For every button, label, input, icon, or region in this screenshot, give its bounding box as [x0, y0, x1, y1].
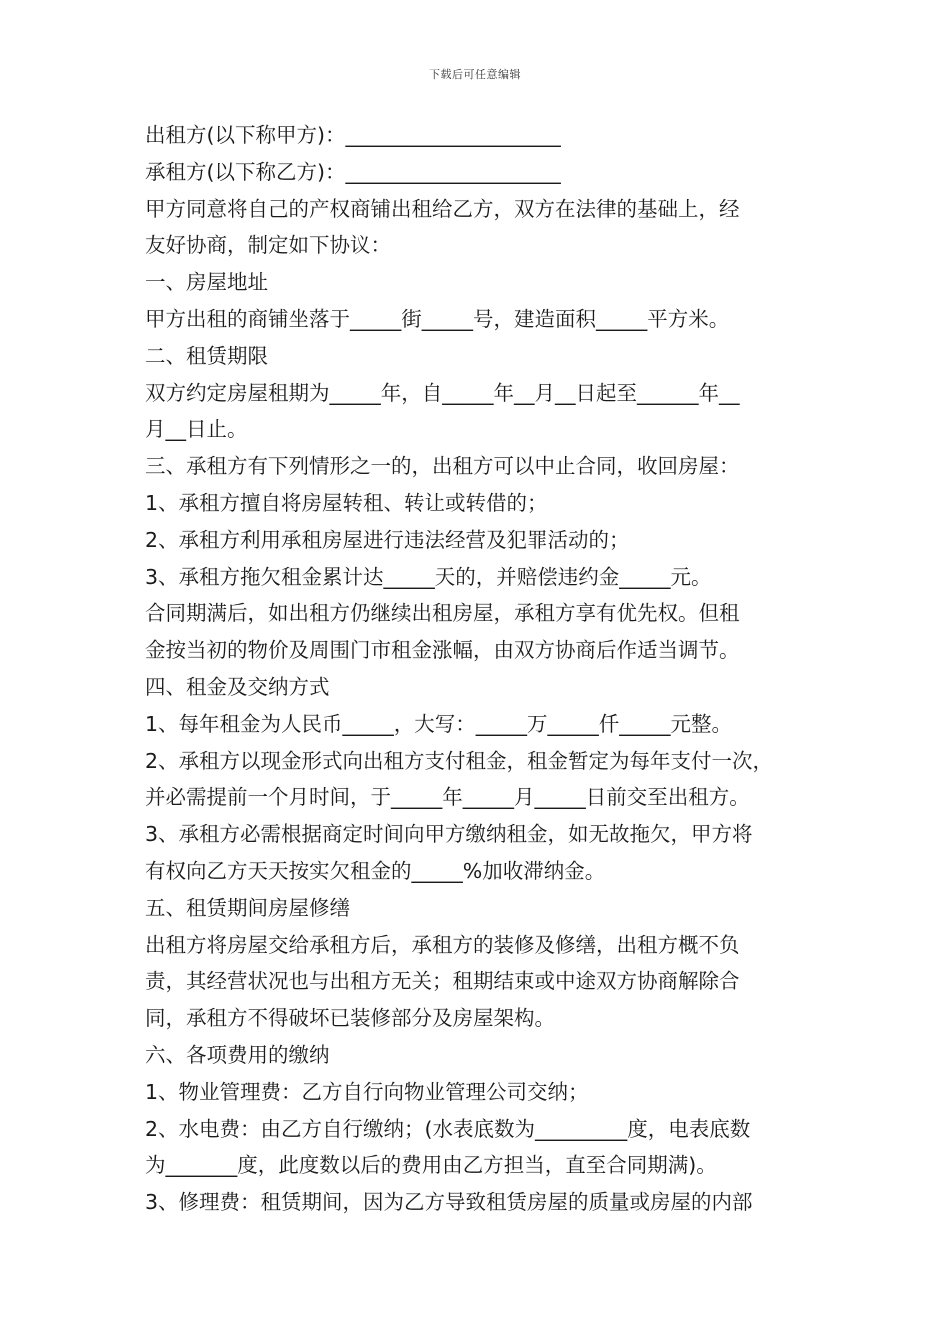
contract-line: 六、各项费用的缴纳 [145, 1042, 330, 1067]
contract-line: 承租方(以下称乙方)：_____________________ [145, 159, 561, 184]
contract-line: 3、承租方拖欠租金累计达_____天的，并赔偿违约金_____元。 [145, 564, 712, 589]
contract-line: 五、租赁期间房屋修缮 [145, 895, 350, 920]
contract-line: 2、承租方以现金形式向出租方支付租金，租金暂定为每年支付一次， [145, 748, 774, 773]
contract-line: 有权向乙方天天按实欠租金的_____%加收滞纳金。 [145, 858, 606, 883]
contract-line: 1、物业管理费：乙方自行向物业管理公司交纳； [145, 1079, 589, 1104]
contract-line: 金按当初的物价及周围门市租金涨幅，由双方协商后作适当调节。 [145, 638, 740, 663]
contract-line: 1、承租方擅自将房屋转租、转让或转借的； [145, 490, 548, 515]
contract-line: 友好协商，制定如下协议： [145, 233, 391, 258]
contract-line: 3、修理费：租赁期间，因为乙方导致租赁房屋的质量或房屋的内部 [145, 1190, 753, 1215]
contract-line: 月__日止。 [145, 417, 248, 442]
contract-line: 甲方同意将自己的产权商铺出租给乙方，双方在法律的基础上，经 [145, 196, 740, 221]
contract-line: 出租方(以下称甲方)：_____________________ [145, 123, 561, 147]
contract-body [145, 117, 825, 1221]
contract-line: 合同期满后，如出租方仍继续出租房屋，承租方享有优先权。但租 [145, 601, 740, 626]
contract-line: 责，其经营状况也与出租方无关；租期结束或中途双方协商解除合 [145, 969, 740, 994]
contract-line: 同，承租方不得破坏已装修部分及房屋架构。 [145, 1006, 555, 1031]
contract-line: 1、每年租金为人民币_____，大写：_____万_____仟_____元整。 [145, 711, 733, 736]
contract-line: 双方约定房屋租期为_____年，自_____年__月__日起至______年__ [145, 380, 740, 405]
page-header: 下载后可任意编辑 [429, 68, 521, 81]
contract-line: 四、租金及交纳方式 [145, 674, 330, 699]
contract-line: 二、租赁期限 [145, 343, 268, 368]
contract-line: 3、承租方必需根据商定时间向甲方缴纳租金，如无故拖欠，甲方将 [145, 822, 753, 847]
contract-line: 甲方出租的商铺坐落于_____街_____号，建造面积_____平方米。 [145, 306, 730, 331]
contract-line: 三、承租方有下列情形之一的，出租方可以中止合同，收回房屋： [145, 454, 740, 479]
contract-line: 出租方将房屋交给承租方后，承租方的装修及修缮，出租方概不负 [145, 932, 740, 957]
contract-line: 一、房屋地址 [145, 270, 268, 295]
contract-line: 并必需提前一个月时间，于_____年_____月_____日前交至出租方。 [145, 785, 750, 810]
contract-line: 2、承租方利用承租房屋进行违法经营及犯罪活动的； [145, 527, 630, 552]
contract-line: 2、水电费：由乙方自行缴纳；(水表底数为_________度，电表底数 [145, 1116, 751, 1141]
contract-line: 为_______度，此度数以后的费用由乙方担当，直至合同期满)。 [145, 1153, 717, 1178]
